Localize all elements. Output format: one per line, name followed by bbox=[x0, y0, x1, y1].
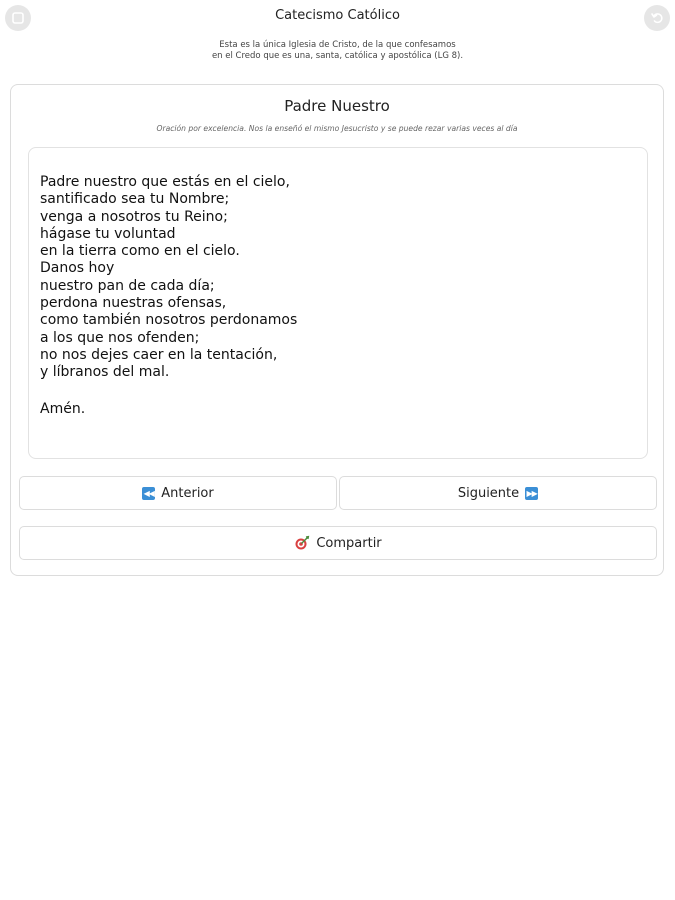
top-bar bbox=[0, 0, 675, 72]
prayer-line: hágase tu voluntad bbox=[40, 225, 176, 242]
fast-forward-icon: ▶▶ bbox=[526, 488, 537, 498]
app-subtitle-line: en el Credo que es una, santa, católica y apostólica (LG 8). bbox=[211, 51, 464, 61]
prayer-line: como también nosotros perdonamos bbox=[40, 312, 298, 329]
prayer-line: venga a nosotros tu Reino; bbox=[40, 208, 228, 225]
next-button-label: Siguiente bbox=[457, 485, 520, 501]
prayer-text bbox=[40, 174, 297, 418]
share-button-label: Compartir bbox=[316, 535, 382, 551]
share-button[interactable] bbox=[19, 526, 657, 560]
prayer-text-box[interactable] bbox=[28, 147, 648, 459]
app-subtitle bbox=[120, 40, 555, 62]
back-button[interactable] bbox=[644, 5, 670, 31]
prayer-line: en la tierra como en el cielo. bbox=[40, 243, 240, 260]
prayer-line: perdona nuestras ofensas, bbox=[40, 295, 227, 312]
prayer-line: nuestro pan de cada día; bbox=[40, 277, 215, 294]
prayer-line: y líbranos del mal. bbox=[40, 364, 170, 381]
prayer-line: Padre nuestro que estás en el cielo, bbox=[40, 174, 290, 190]
app-subtitle-line: Esta es la única Iglesia de Cristo, de la que confesamos bbox=[219, 40, 456, 50]
prayer-line: no nos dejes caer en la tentación, bbox=[40, 346, 278, 363]
prayer-line: Danos hoy bbox=[40, 260, 115, 277]
previous-button-label: Anterior bbox=[161, 485, 214, 501]
prayer-line: santificado sea tu Nombre; bbox=[40, 191, 230, 208]
prayer-amen: Amén. bbox=[40, 400, 86, 417]
rewind-icon: ◀◀ bbox=[143, 488, 154, 498]
back-arrow-icon bbox=[650, 11, 664, 25]
previous-button[interactable] bbox=[19, 476, 337, 510]
app-title: Catecismo Católico bbox=[275, 8, 400, 23]
prayer-description: Oración por excelencia. Nos la enseñó el mismo Jesucristo y se puede rezar varias veces al día bbox=[156, 124, 518, 133]
share-target-icon bbox=[294, 535, 310, 551]
prayer-line: a los que nos ofenden; bbox=[40, 329, 200, 346]
prayer-card bbox=[10, 84, 664, 576]
next-button[interactable] bbox=[339, 476, 657, 510]
prayer-title: Padre Nuestro bbox=[284, 97, 390, 115]
